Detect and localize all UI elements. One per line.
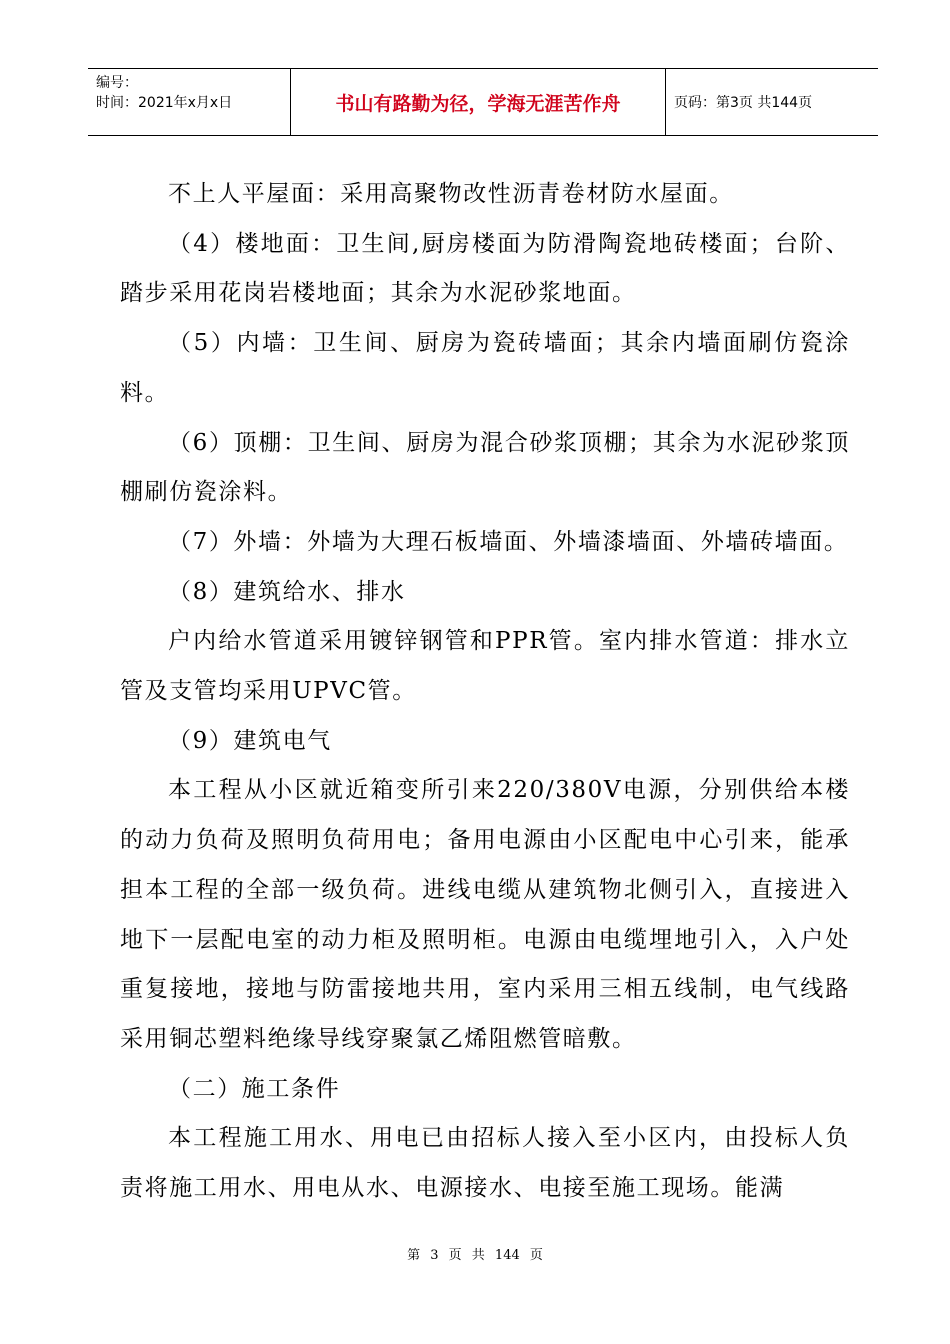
document-number-label: 编号： [96,75,138,91]
paragraph-water-supply: 户内给水管道采用镀锌钢管和PPR管。室内排水管道：排水立管及支管均采用UPVC管。 [120,628,850,705]
heading-electrical: （9）建筑电气 [168,727,332,754]
heading-water-supply: （8）建筑给水、排水 [168,578,406,605]
header-meta [88,69,290,135]
page-footer: 第 3 页 共 144 页 [407,1248,543,1263]
paragraph-exterior-walls: （7）外墙：外墙为大理石板墙面、外墙漆墙面、外墙砖墙面。 [168,528,849,555]
paragraph-interior-walls: （5）内墙：卫生间、厨房为瓷砖墙面；其余内墙面刷仿瓷涂料。 [120,330,850,406]
page-header [88,68,878,136]
heading-construction-conditions: （二）施工条件 [168,1075,341,1102]
paragraph-ceiling: （6）顶棚：卫生间、厨房为混合砂浆顶棚；其余为水泥砂浆顶棚刷仿瓷涂料。 [120,429,850,506]
header-page-info: 页码：第3页 共144页 [674,95,813,111]
paragraph-electrical: 本工程从小区就近箱变所引来220/380V电源，分别供给本楼的动力负荷及照明负荷用电；备用电源由小区配电中心引来，能承担本工程的全部一级负荷。进线电缆从建筑物北侧引入，直接进入地下一层配电室的动力柜及照明柜。电源由电缆埋地引入，入户处重复接地，接地与防雷接地共用，室内采用三相五线制，电气线路采用铜芯塑料绝缘导线穿聚氯乙烯阻燃管暗敷。 [120,777,850,1052]
header-motto: 书山有路勤为径，学海无涯苦作舟 [290,69,666,135]
document-time: 时间：2021年x月x日 [96,95,233,111]
paragraph-floors: （4）楼地面：卫生间,厨房楼面为防滑陶瓷地砖楼面；台阶、踏步采用花岗岩楼地面；其余为水泥砂浆地面。 [120,230,850,307]
paragraph-roof: 不上人平屋面：采用高聚物改性沥青卷材防水屋面。 [168,181,734,207]
document-body [120,170,850,1214]
paragraph-construction-conditions: 本工程施工用水、用电已由招标人接入至小区内，由投标人负责将施工用水、用电从水、电源接水、电接至施工现场。能满 [120,1125,850,1202]
